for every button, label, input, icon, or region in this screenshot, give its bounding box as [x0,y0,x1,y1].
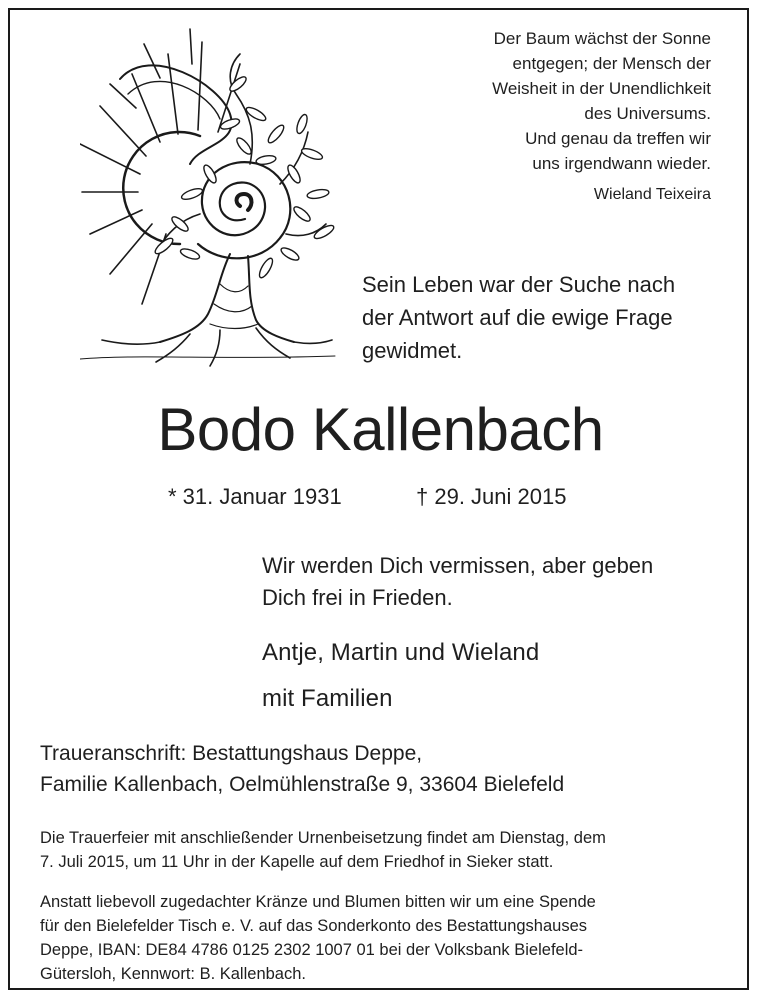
quote-line: Der Baum wächst der Sonne [493,29,711,48]
statement-line: gewidmet. [362,338,463,363]
tree-sun-spiral-icon [80,24,340,374]
ceremony-line: Die Trauerfeier mit anschließender Urnenbeisetzung findet am Dienstag, dem [40,829,606,847]
quote-line: des Universums. [584,104,711,123]
death-date: † 29. Juni 2015 [416,484,567,509]
donation-notice [40,890,730,986]
ceremony-notice [40,826,730,874]
address-line: Familie Kallenbach, Oelmühlenstraße 9, 33604 Bielefeld [40,773,565,796]
quote-line: uns irgendwann wieder. [532,154,711,173]
obituary-frame [8,8,749,990]
donation-line: Anstatt liebevoll zugedachter Kränze und Blumen bitten wir um eine Spende [40,893,596,911]
quote-line: entgegen; der Mensch der [512,54,711,73]
mourners-line: mit Familien [262,685,393,712]
life-statement [362,268,742,367]
deceased-name: Bodo Kallenbach [157,396,604,463]
condolence-address [40,738,740,800]
farewell-line: Wir werden Dich vermissen, aber geben [262,553,654,578]
quote-line: Weisheit in der Unendlichkeit [492,79,711,98]
mourners-line: Antje, Martin und Wieland [262,639,540,666]
farewell-line: Dich frei in Frieden. [262,585,453,610]
quote-author: Wieland Teixeira [593,186,711,203]
donation-line: Deppe, IBAN: DE84 4786 0125 2302 1007 01 bei der Volksbank Bielefeld- [40,941,584,959]
mourners [262,630,742,722]
motto-quote [411,26,711,207]
quote-line: Und genau da treffen wir [525,129,711,148]
birth-date: * 31. Januar 1931 [168,484,342,509]
ceremony-line: 7. Juli 2015, um 11 Uhr in der Kapelle auf dem Friedhof in Sieker statt. [40,853,554,871]
address-line: Traueranschrift: Bestattungshaus Deppe, [40,742,423,765]
statement-line: der Antwort auf die ewige Frage [362,305,673,330]
donation-line: für den Bielefelder Tisch e. V. auf das Sonderkonto des Bestattungshauses [40,917,587,935]
donation-line: Gütersloh, Kennwort: B. Kallenbach. [40,965,306,983]
statement-line: Sein Leben war der Suche nach [362,272,676,297]
farewell-text [262,550,742,614]
